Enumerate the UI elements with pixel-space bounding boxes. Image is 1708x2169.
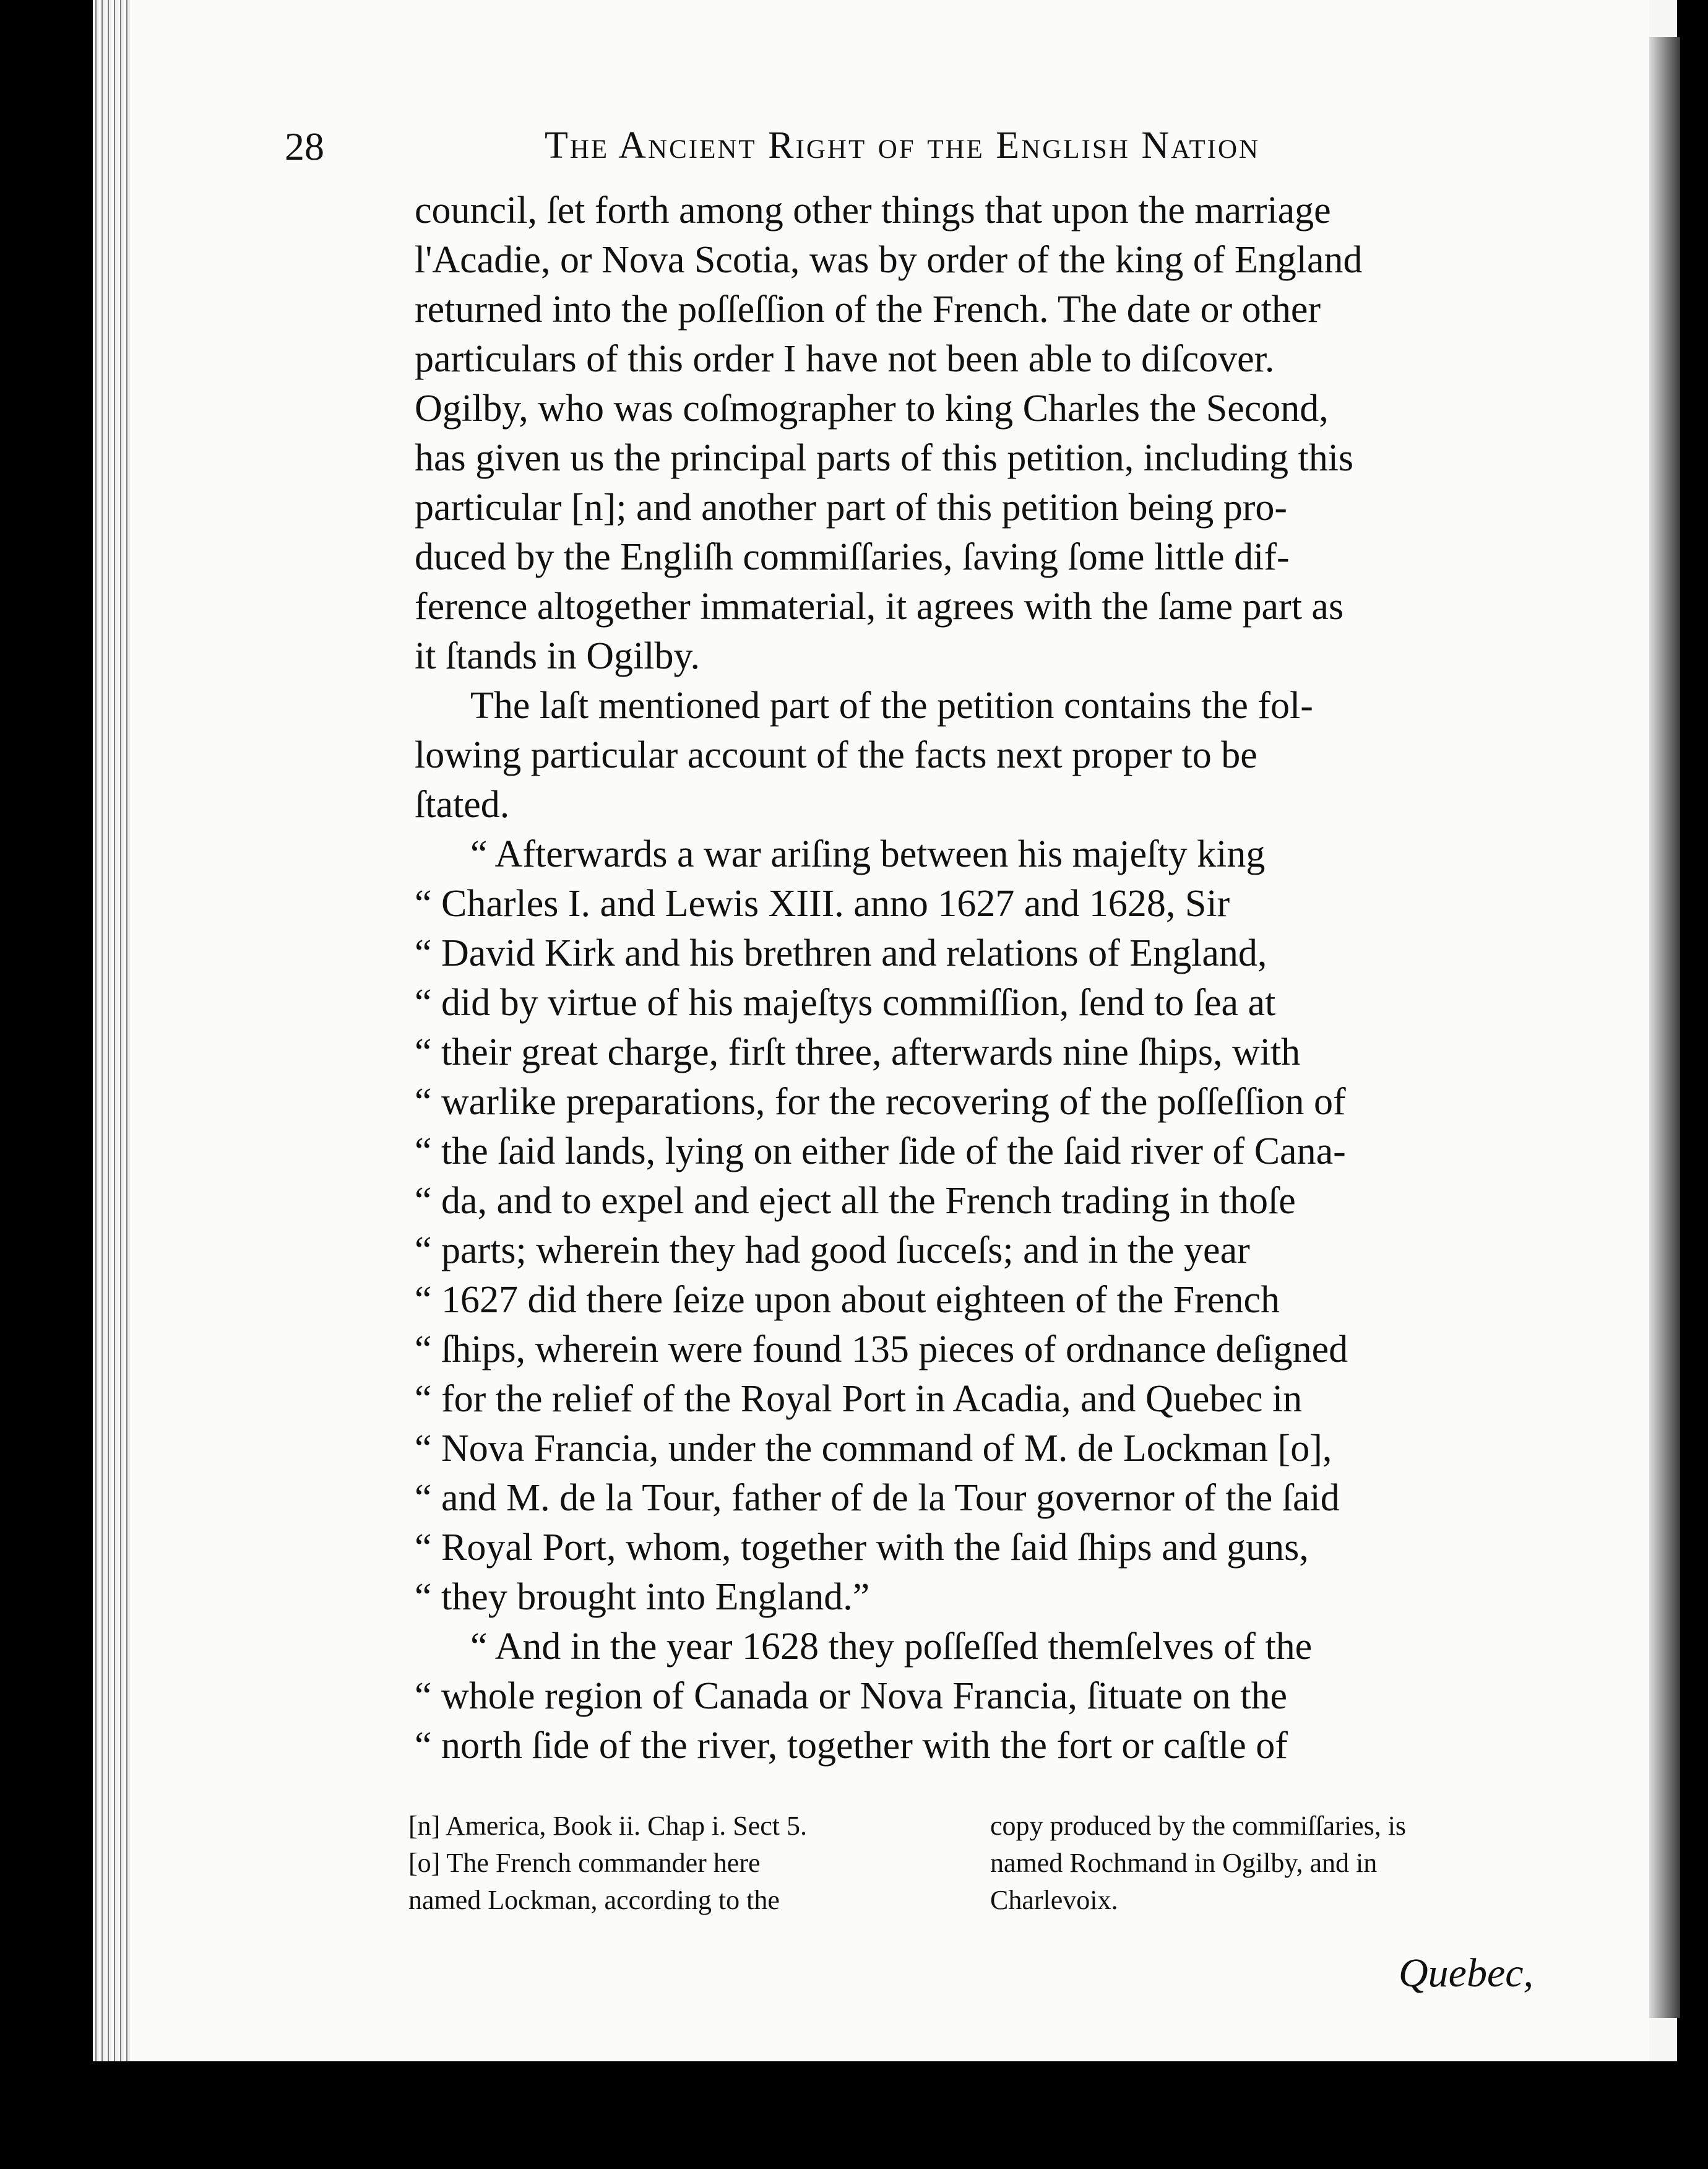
footnote-line: named Rochmand in Ogilby, and in bbox=[990, 1848, 1378, 1878]
text-line: “ for the relief of the Royal Port in Acadia, and Quebec in bbox=[415, 1378, 1303, 1420]
text-line: “ ſhips, wherein were found 135 pieces of ordnance deſigned bbox=[415, 1328, 1348, 1370]
footnote-line: Charlevoix. bbox=[990, 1885, 1118, 1915]
text-line: particulars of this order I have not been able to diſcover. bbox=[415, 338, 1275, 380]
text-line: “ they brought into England.” bbox=[415, 1576, 870, 1618]
body-text bbox=[415, 186, 1535, 1770]
text-line: “ their great charge, firſt three, afterwards nine ſhips, with bbox=[415, 1031, 1301, 1073]
text-line: it ſtands in Ogilby. bbox=[415, 635, 700, 677]
text-line: council, ſet forth among other things that upon the marriage bbox=[415, 189, 1331, 232]
footnote-line: named Lockman, according to the bbox=[408, 1885, 780, 1915]
text-line: duced by the Engliſh commiſſaries, ſaving ſome little dif- bbox=[415, 536, 1290, 578]
text-line: “ Charles I. and Lewis XIII. anno 1627 and 1628, Sir bbox=[415, 883, 1230, 925]
text-line: “ north ſide of the river, together with the fort or caſtle of bbox=[415, 1725, 1288, 1767]
running-head: The Ancient Right of the English Nation bbox=[545, 124, 1261, 167]
footnote-line: [o] The French commander here bbox=[408, 1848, 761, 1878]
text-line: “ Royal Port, whom, together with the ſaid ſhips and guns, bbox=[415, 1526, 1309, 1569]
text-line: “ Nova Francia, under the command of M. de Lockman [o], bbox=[415, 1427, 1332, 1470]
text-line: l'Acadie, or Nova Scotia, was by order of the king of England bbox=[415, 239, 1363, 281]
text-line: Ogilby, who was coſmographer to king Charles the Second, bbox=[415, 387, 1329, 430]
footnotes-right-column bbox=[990, 1807, 1535, 1919]
text-line: ſtated. bbox=[415, 784, 510, 826]
text-line: particular [n]; and another part of this petition being pro- bbox=[415, 487, 1288, 529]
text-line: has given us the principal parts of this petition, including this bbox=[415, 437, 1354, 479]
text-line: “ warlike preparations, for the recovering of the poſſeſſion of bbox=[415, 1081, 1346, 1123]
text-line: “ parts; wherein they had good ſucceſs; and in the year bbox=[415, 1229, 1250, 1271]
text-line: “ and M. de la Tour, father of de la Tour governor of the ſaid bbox=[415, 1477, 1340, 1519]
page-edges bbox=[93, 0, 130, 2061]
text-line: The laſt mentioned part of the petition contains the fol- bbox=[470, 685, 1313, 727]
text-line: “ whole region of Canada or Nova Francia, ſituate on the bbox=[415, 1675, 1288, 1717]
text-line: “ did by virtue of his majeſtys commiſſion, ſend to ſea at bbox=[415, 982, 1276, 1024]
catchword: Quebec, bbox=[1399, 1950, 1534, 1996]
footnote-line: copy produced by the commiſſaries, is bbox=[990, 1811, 1407, 1841]
text-line: returned into the poſſeſſion of the French. The date or other bbox=[415, 288, 1321, 331]
text-line: lowing particular account of the facts next proper to be bbox=[415, 734, 1257, 776]
text-line: “ David Kirk and his brethren and relations of England, bbox=[415, 932, 1267, 974]
text-line: “ 1627 did there ſeize upon about eighteen of the French bbox=[415, 1279, 1280, 1321]
footnote-line: [n] America, Book ii. Chap i. Sect 5. bbox=[408, 1811, 807, 1841]
text-line: “ And in the year 1628 they poſſeſſed themſelves of the bbox=[470, 1626, 1313, 1668]
page-header bbox=[285, 124, 1683, 192]
footnotes-left-column bbox=[408, 1807, 953, 1919]
page-number: 28 bbox=[285, 124, 324, 168]
text-line: “ Afterwards a war ariſing between his majeſty king bbox=[470, 833, 1266, 875]
page-fold-shadow bbox=[1649, 37, 1680, 2018]
text-line: ference altogether immaterial, it agrees with the ſame part as bbox=[415, 586, 1344, 628]
text-line: “ the ſaid lands, lying on either ſide of the ſaid river of Cana- bbox=[415, 1130, 1346, 1172]
text-line: “ da, and to expel and eject all the French trading in thoſe bbox=[415, 1180, 1296, 1222]
